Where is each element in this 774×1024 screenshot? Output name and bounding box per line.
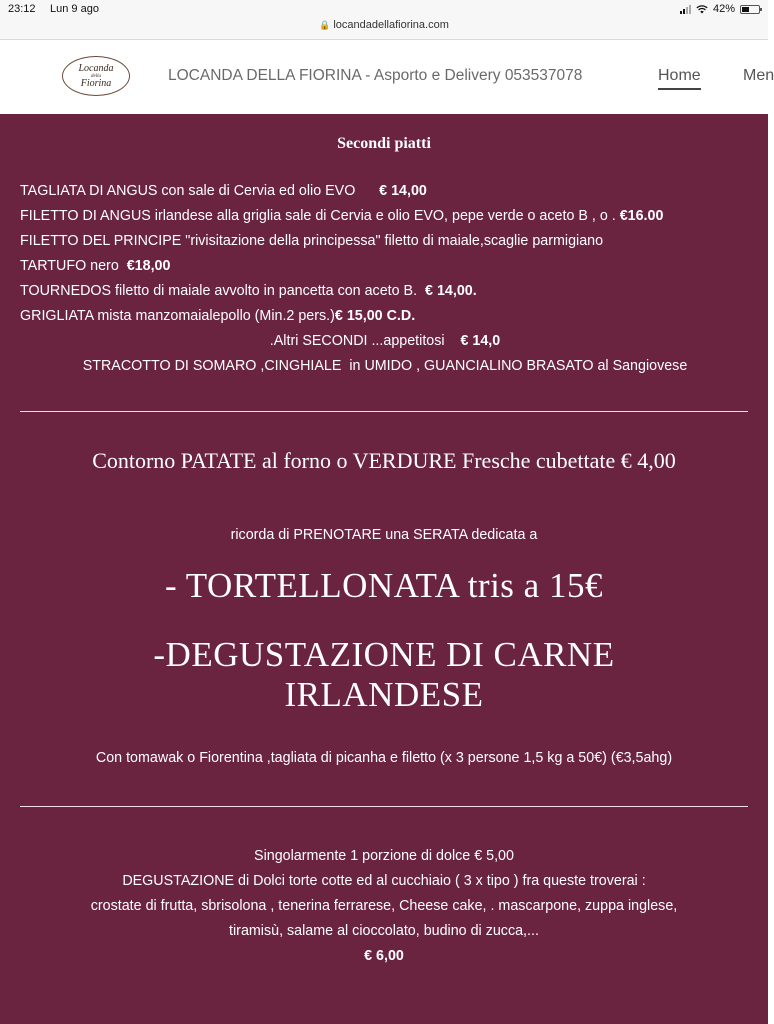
site-logo[interactable]: Locanda della Fiorina [62,56,130,96]
battery-icon [740,5,760,14]
divider [20,411,748,412]
menu-item-price: €16.00 [619,208,664,224]
address-bar[interactable] [0,19,768,31]
site-header [0,40,774,114]
menu-content [0,114,768,1024]
menu-item-line [20,279,750,304]
menu-item-text: FILETTO DI ANGUS irlandese alla griglia sale di Cervia e olio EVO, pepe verde o aceto B , o . [20,208,620,224]
secondi-list [20,179,750,379]
divider [20,806,748,807]
battery-percent: 42% [712,3,735,15]
menu-item-line [20,329,750,354]
dessert-section [40,844,728,969]
status-time: 23:12 [8,3,36,15]
status-bar [0,0,768,40]
nav-menu[interactable]: Men [743,67,774,84]
menu-item-line [20,254,750,279]
status-indicators [680,3,760,15]
meat-tasting-details: Con tomawak o Fiorentina ,tagliata di picanha e filetto (x 3 persone 1,5 kg a 50€) (€3,5ahg) [95,750,673,766]
url-text: locandadellafiorina.com [333,19,449,31]
event-degustazione-carne: -DEGUSTAZIONE DI CARNE IRLANDESE [153,635,615,714]
status-date: Lun 9 ago [50,3,99,15]
menu-item-price: € 15,00 C.D. [334,308,416,324]
menu-item-text: TARTUFO nero [20,258,127,274]
dessert-single-price: Singolarmente 1 porzione di dolce € 5,00 [254,848,514,864]
menu-item-line [20,354,750,379]
menu-item-line [20,179,750,204]
reminder-text: ricorda di PRENOTARE una SERATA dedicata a [230,527,538,543]
dessert-tasting-price: € 6,00 [364,948,404,964]
menu-item-text: TOURNEDOS filetto di maiale avvolto in pancetta con aceto B. [20,283,426,299]
event-tortellonata: - TORTELLONATA tris a 15€ [165,566,603,605]
menu-item-text: TAGLIATA DI ANGUS con sale di Cervia ed olio EVO [20,183,380,199]
menu-item-text: .Altri SECONDI ...appetitosi [269,333,461,349]
menu-item-text: STRACOTTO DI SOMARO ,CINGHIALE in UMIDO , GUANCIALINO BRASATO al Sangiovese [82,358,688,374]
menu-item-line [20,204,750,229]
menu-item-text: FILETTO DEL PRINCIPE "rivisitazione della principessa" filetto di maiale,scaglie parmigiano [20,233,604,249]
dessert-list-text: tiramisù, salame al cioccolato, budino di zucca,... [229,923,539,939]
nav-home[interactable]: Home [658,67,701,90]
section-heading-secondi: Secondi piatti [337,135,431,152]
lock-icon: 🔒 [319,20,331,30]
menu-item-price: € 14,00. [425,283,477,299]
menu-item-line [20,229,750,254]
contorno-text: Contorno PATATE al forno o VERDURE Fresche cubettate € 4,00 [92,448,676,473]
menu-item-price: € 14,00 [379,183,427,199]
site-title[interactable]: LOCANDA DELLA FIORINA - Asporto e Delivery 053537078 [168,67,583,84]
dessert-list-text: crostate di frutta, sbrisolona , tenerina ferrarese, Cheese cake, . mascarpone, zuppa inglese, [90,898,678,914]
menu-item-line [20,304,750,329]
menu-item-text: GRIGLIATA mista manzomaialepollo (Min.2 pers.) [20,308,335,324]
menu-item-price: €18,00 [126,258,171,274]
wifi-icon [696,5,708,14]
signal-icon [680,5,691,14]
dessert-tasting-text: DEGUSTAZIONE di Dolci torte cotte ed al cucchiaio ( 3 x tipo ) fra queste troverai : [122,873,646,889]
menu-item-price: € 14,0 [460,333,501,349]
